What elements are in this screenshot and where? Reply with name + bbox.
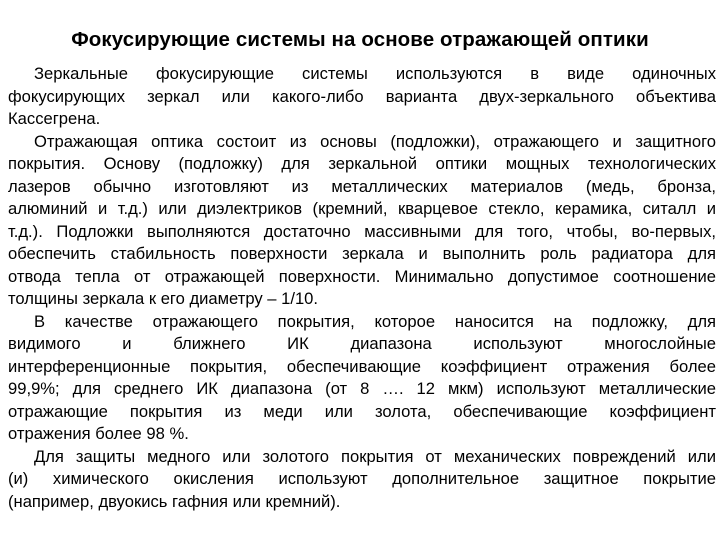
text-line: лазеров обычно изготовляют из металлических материалов (медь, бронза, [8, 176, 716, 196]
text-line: интерференционные покрытия, обеспечивающие коэффициент отражения более [8, 356, 716, 376]
text-line: алюминий и т.д.) или диэлектриков (кремний, кварцевое стекло, керамика, ситалл и [8, 199, 716, 218]
text-line: толщины зеркала к его диаметру – 1/10. [8, 289, 319, 308]
text-line: фокусирующих зеркал или какого-либо варианта двух-зеркального объектива [8, 86, 716, 106]
text-line: отражения более 98 %. [8, 424, 189, 443]
text-line: Для защиты медного или золотого покрытия от механических повреждений или [34, 446, 716, 466]
text-line: видимого и ближнего ИК диапазона используют многослойные [8, 334, 716, 353]
text-line: отражающие покрытия из меди или золота, обеспечивающие коэффициент [8, 401, 716, 421]
text-line: т.д.). Подложки выполняются достаточно массивными для того, чтобы, во-первых, [8, 221, 716, 241]
text-line: (например, двуокись гафния или кремний). [8, 491, 341, 511]
text-line: В качестве отражающего покрытия, которое наносится на подложку, для [34, 311, 716, 331]
text-line: Отражающая оптика состоит из основы (подложки), отражающего и защитного [34, 131, 716, 151]
text-line: (и) химического окисления используют дополнительное защитное покрытие [8, 469, 716, 488]
slide-title: Фокусирующие системы на основе отражающей оптики [71, 28, 649, 51]
text-line: покрытия. Основу (подложку) для зеркальной оптики мощных технологических [8, 154, 716, 173]
body-text [8, 63, 716, 513]
text-line: 99,9%; для среднего ИК диапазона (от 8 …. 12 мкм) используют металлические [8, 379, 716, 398]
text-line: Кассегрена. [8, 109, 101, 128]
text-line: отвода тепла от отражающей поверхности. Минимально допустимое соотношение [8, 266, 716, 286]
text-line: обеспечить стабильность поверхности зеркала и выполнить роль радиатора для [8, 244, 716, 263]
text-line: Зеркальные фокусирующие системы используются в виде одиночных [34, 64, 716, 83]
